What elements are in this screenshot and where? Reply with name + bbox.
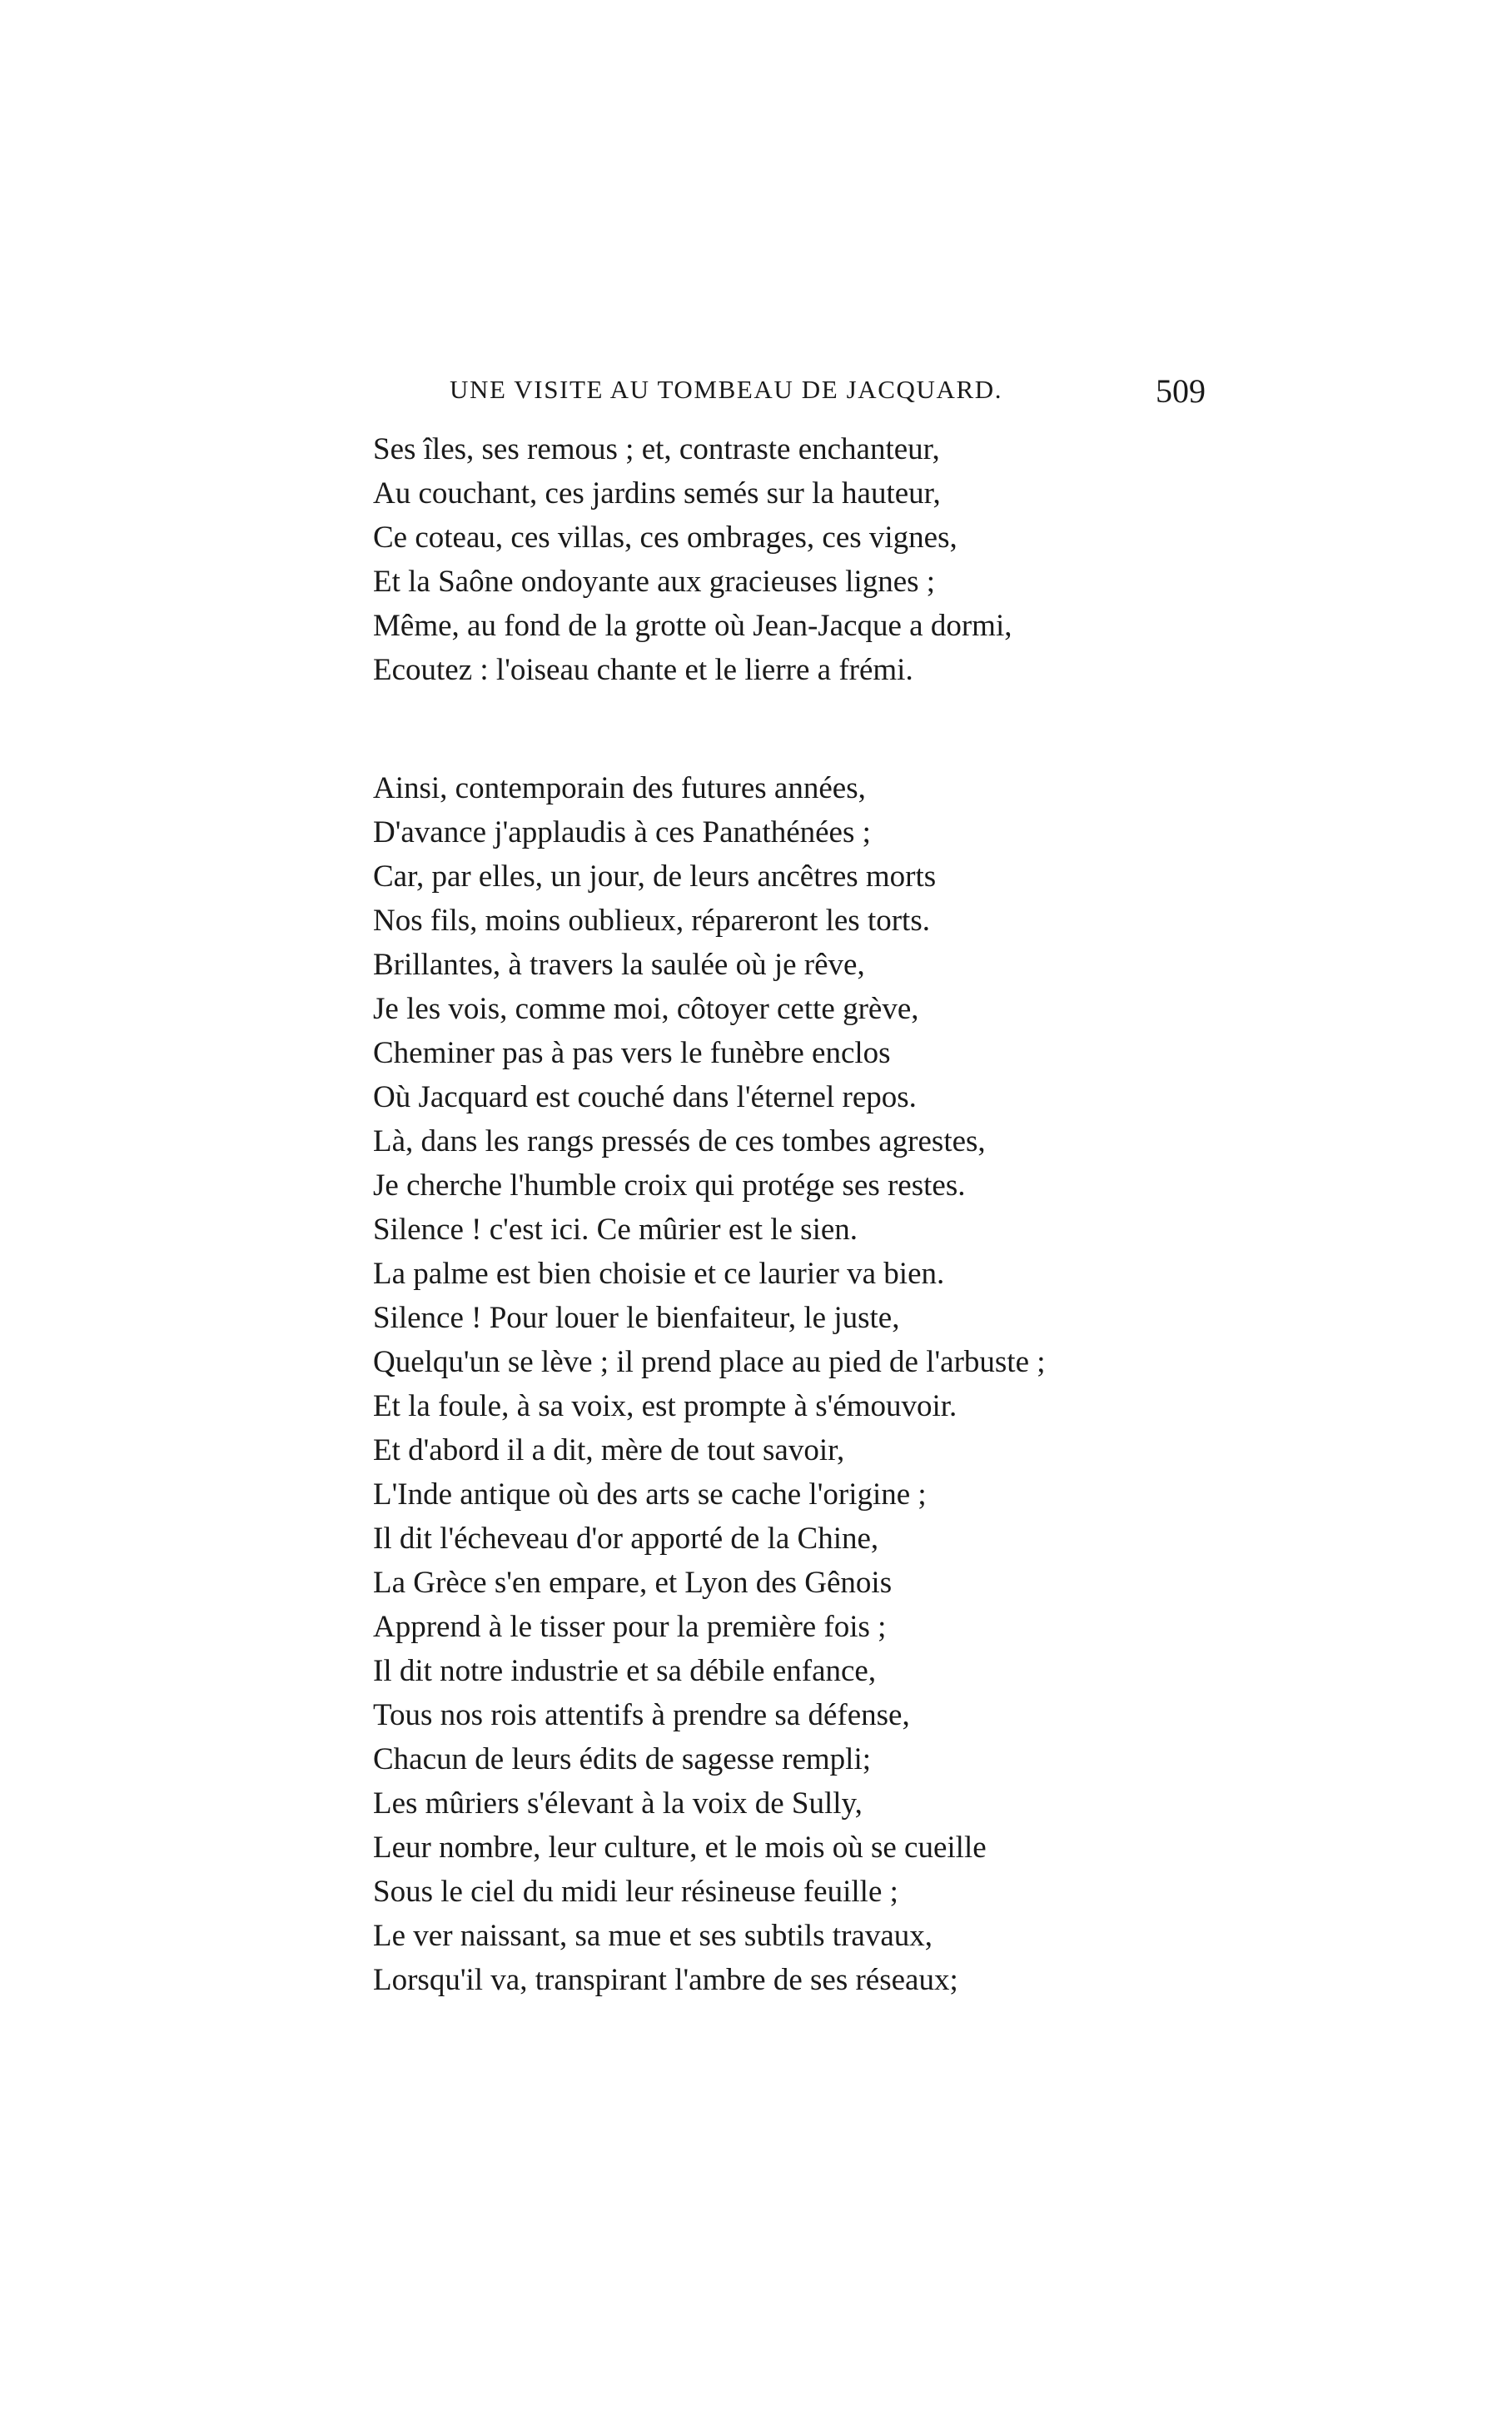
- verse-line: Ses îles, ses remous ; et, contraste enchanteur,: [373, 432, 940, 466]
- verse-line: La Grèce s'en empare, et Lyon des Gênois: [373, 1566, 893, 1600]
- verse-line: Ce coteau, ces villas, ces ombrages, ces vignes,: [373, 521, 957, 555]
- verse-line: Le ver naissant, sa mue et ses subtils travaux,: [373, 1919, 933, 1953]
- verse-line: Leur nombre, leur culture, et le mois où se cueille: [373, 1831, 987, 1865]
- verse-line: Je les vois, comme moi, côtoyer cette grève,: [373, 992, 919, 1026]
- verse-line: Et d'abord il a dit, mère de tout savoir,: [373, 1433, 845, 1467]
- verse-line: Chacun de leurs édits de sagesse rempli;: [373, 1742, 871, 1776]
- verse-line: L'Inde antique où des arts se cache l'origine ;: [373, 1477, 927, 1512]
- verse-line: Quelqu'un se lève ; il prend place au pied de l'arbuste ;: [373, 1345, 1046, 1379]
- verse-line: Où Jacquard est couché dans l'éternel repos.: [373, 1080, 917, 1114]
- verse-line: Ecoutez : l'oiseau chante et le lierre a frémi.: [373, 653, 913, 687]
- verse-line: Il dit notre industrie et sa débile enfance,: [373, 1654, 877, 1688]
- verse-line: Car, par elles, un jour, de leurs ancêtres morts: [373, 859, 937, 894]
- verse-line: Là, dans les rangs pressés de ces tombes agrestes,: [373, 1124, 986, 1158]
- verse-line: Silence ! c'est ici. Ce mûrier est le sien.: [373, 1213, 858, 1247]
- verse-line: Même, au fond de la grotte où Jean-Jacque a dormi,: [373, 609, 1012, 643]
- page-number: 509: [1156, 372, 1206, 410]
- stanza-1: [373, 427, 1206, 692]
- verse-line: Apprend à le tisser pour la première fois ;: [373, 1610, 887, 1644]
- verse-line: Cheminer pas à pas vers le funèbre enclos: [373, 1036, 891, 1070]
- running-head: [373, 372, 1206, 416]
- verse-line: Ainsi, contemporain des futures années,: [373, 771, 866, 805]
- stanza-2: [373, 766, 1206, 2002]
- verse-line: Les mûriers s'élevant à la voix de Sully,: [373, 1786, 863, 1821]
- verse-line: La palme est bien choisie et ce laurier va bien.: [373, 1257, 945, 1291]
- running-title: UNE VISITE AU TOMBEAU DE JACQUARD.: [450, 375, 1003, 404]
- verse-line: Sous le ciel du midi leur résineuse feuille ;: [373, 1875, 898, 1909]
- verse-line: Je cherche l'humble croix qui protége ses restes.: [373, 1168, 966, 1203]
- verse-line: D'avance j'applaudis à ces Panathénées ;: [373, 815, 871, 849]
- verse-line: Nos fils, moins oublieux, répareront les torts.: [373, 904, 930, 938]
- verse-line: Tous nos rois attentifs à prendre sa défense,: [373, 1698, 910, 1732]
- verse-line: Silence ! Pour louer le bienfaiteur, le juste,: [373, 1301, 900, 1335]
- verse-line: Et la Saône ondoyante aux gracieuses lignes ;: [373, 565, 936, 599]
- verse-line: Lorsqu'il va, transpirant l'ambre de ses réseaux;: [373, 1963, 958, 1997]
- verse-line: Au couchant, ces jardins semés sur la hauteur,: [373, 476, 941, 511]
- verse-line: Brillantes, à travers la saulée où je rêve,: [373, 948, 865, 982]
- verse-line: Et la foule, à sa voix, est prompte à s'émouvoir.: [373, 1389, 957, 1423]
- verse-line: Il dit l'écheveau d'or apporté de la Chine,: [373, 1522, 879, 1556]
